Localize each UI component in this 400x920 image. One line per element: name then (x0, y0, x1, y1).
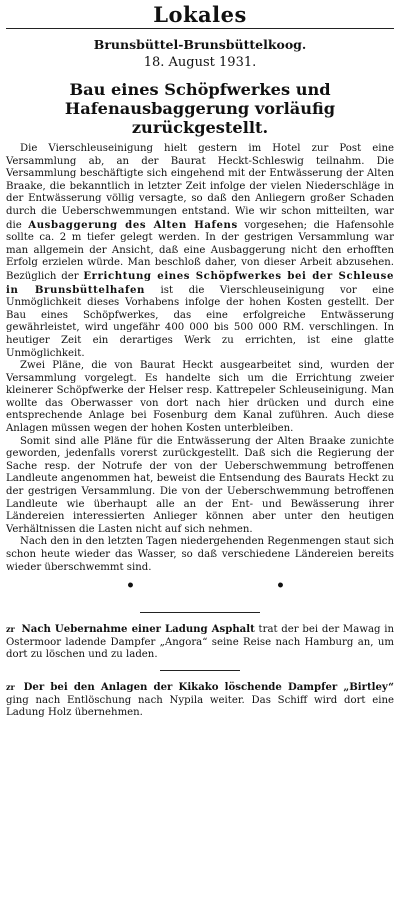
brief-separator (160, 670, 240, 671)
brief-lead: Der bei den Anlagen der Kikako löschende Dampfer „Birtley“ (23, 680, 394, 693)
brief-item-1 (6, 623, 394, 662)
brief-tag: zr (6, 681, 15, 692)
brief-text: ging nach Entlöschung nach Nypila weiter. Das Schiff wird dort eine Ladung Holz übernehmen. (6, 694, 394, 719)
title-rule (6, 28, 394, 29)
separator-dot: • (126, 578, 135, 595)
brief-text: trat der bei der Mawag in Ostermoor ladende Dampfer „Angora“ seine Reise nach Hamburg an, um dort zu löschen und zu laden. (6, 624, 395, 661)
dateline-place: Brunsbüttel-Brunsbüttelkoog. (93, 37, 307, 52)
brief-item-2 (6, 681, 394, 720)
brief-tag: zr (6, 624, 15, 635)
article-paragraph-4: Nach den in den letzten Tagen niedergehenden Regenmengen staut sich schon heute wieder das Wasser, so daß verschiedene Ländereien bereits wieder überschwemmt sind. (6, 536, 394, 573)
article-headline (6, 80, 394, 137)
headline-line-1: Bau eines Schöpfwerkes und (69, 80, 331, 99)
separator-marks (6, 574, 394, 596)
p1-emphasis-2: Errichtung eines Schöpfwerkes bei der Schleuse in Brunsbüttelhafen (6, 269, 394, 296)
p1-text-a: Die Vierschleuseinigung hielt gestern im Hotel zur Post eine Versammlung ab, an der Baurat Heckt-Schleswig teilnahm. Die Versammlung beschäftigte sich eingehend mit der Entwässerung der Alten Braake, die bekanntlich in letzter Zeit infolge der vielen Niederschläge in der Entwässerung völlig versagte, so daß den Anliegern großer Schaden durch die Ueberschwemmungen entstand. Wie wir schon mitteilten, war die (6, 143, 394, 231)
article-paragraph-3: Somit sind alle Pläne für die Entwässerung der Alten Braake zunichte geworden, jedenfalls vorerst zurückgestellt. Daß sich die Regierung der Sache resp. der Notrufe der von der Ueberschwemmung betroffenen Landleute angenommen hat, beweist die Entsendung des Baurats Heckt zu der gestrigen Versammlung. Die von der Ueberschwemmung betroffenen Landleute wie überhaupt alle an der Ent- und Bewässerung ihrer Ländereien interessierten Anlieger können aber unter den heutigen Verhältnissen die Lasten nicht auf sich nehmen. (6, 435, 394, 535)
p1-emphasis-1: Ausbaggerung des Alten Hafens (28, 218, 238, 231)
article-body (6, 143, 394, 574)
article-paragraph-1 (6, 143, 394, 360)
section-title: Lokales (153, 2, 247, 27)
p1-text-c: vorgesehen; die Hafensohle sollte ca. 2 m tiefer gelegt werden. In der gestrigen Versammlung war man allgemein der Ansicht, daß eine Ausbaggerung nicht den erhofften Erfolg erzielen würde. Man beschloß daher, von dieser Arbeit abzusehen. Bezüglich der (6, 219, 394, 282)
p1-text-e: ist die Vierschleuseinigung vor eine Unmöglichkeit dieses Vorhabens infolge der hohen Kosten gestellt. Der Bau eines Schöpfwerkes, das eine erfolgreiche Entwässerung gewährleistet, wird ungefähr 400 000 bis 500 000 RM. verschlingen. In heutiger Zeit ein derartiges Werk zu errichten, ist eine glatte Unmöglichkeit. (6, 284, 394, 359)
separator-dot: • (276, 578, 285, 595)
article-paragraph-2: Zwei Pläne, die von Baurat Heckt ausgearbeitet sind, wurden der Versammlung vorgelegt. Es handelte sich um die Errichtung zweier kleinerer Schöpfwerke der Helser resp. Kattrepeler Schleuseinigung. Man wollte das Oberwasser von dort nach hier drücken und durch eine entsprechende Anlage bei Fosenburg dem Kanal zuführen. Auch diese Anlagen müssen wegen der hohen Kosten unterbleiben. (6, 360, 394, 435)
brief-lead: Nach Uebernahme einer Ladung Asphalt (21, 623, 255, 636)
brief-rule (140, 612, 260, 613)
dateline-date: 18. August 1931. (143, 55, 257, 70)
headline-line-2: Hafenausbaggerung vorläufig zurückgestellt. (64, 99, 336, 137)
